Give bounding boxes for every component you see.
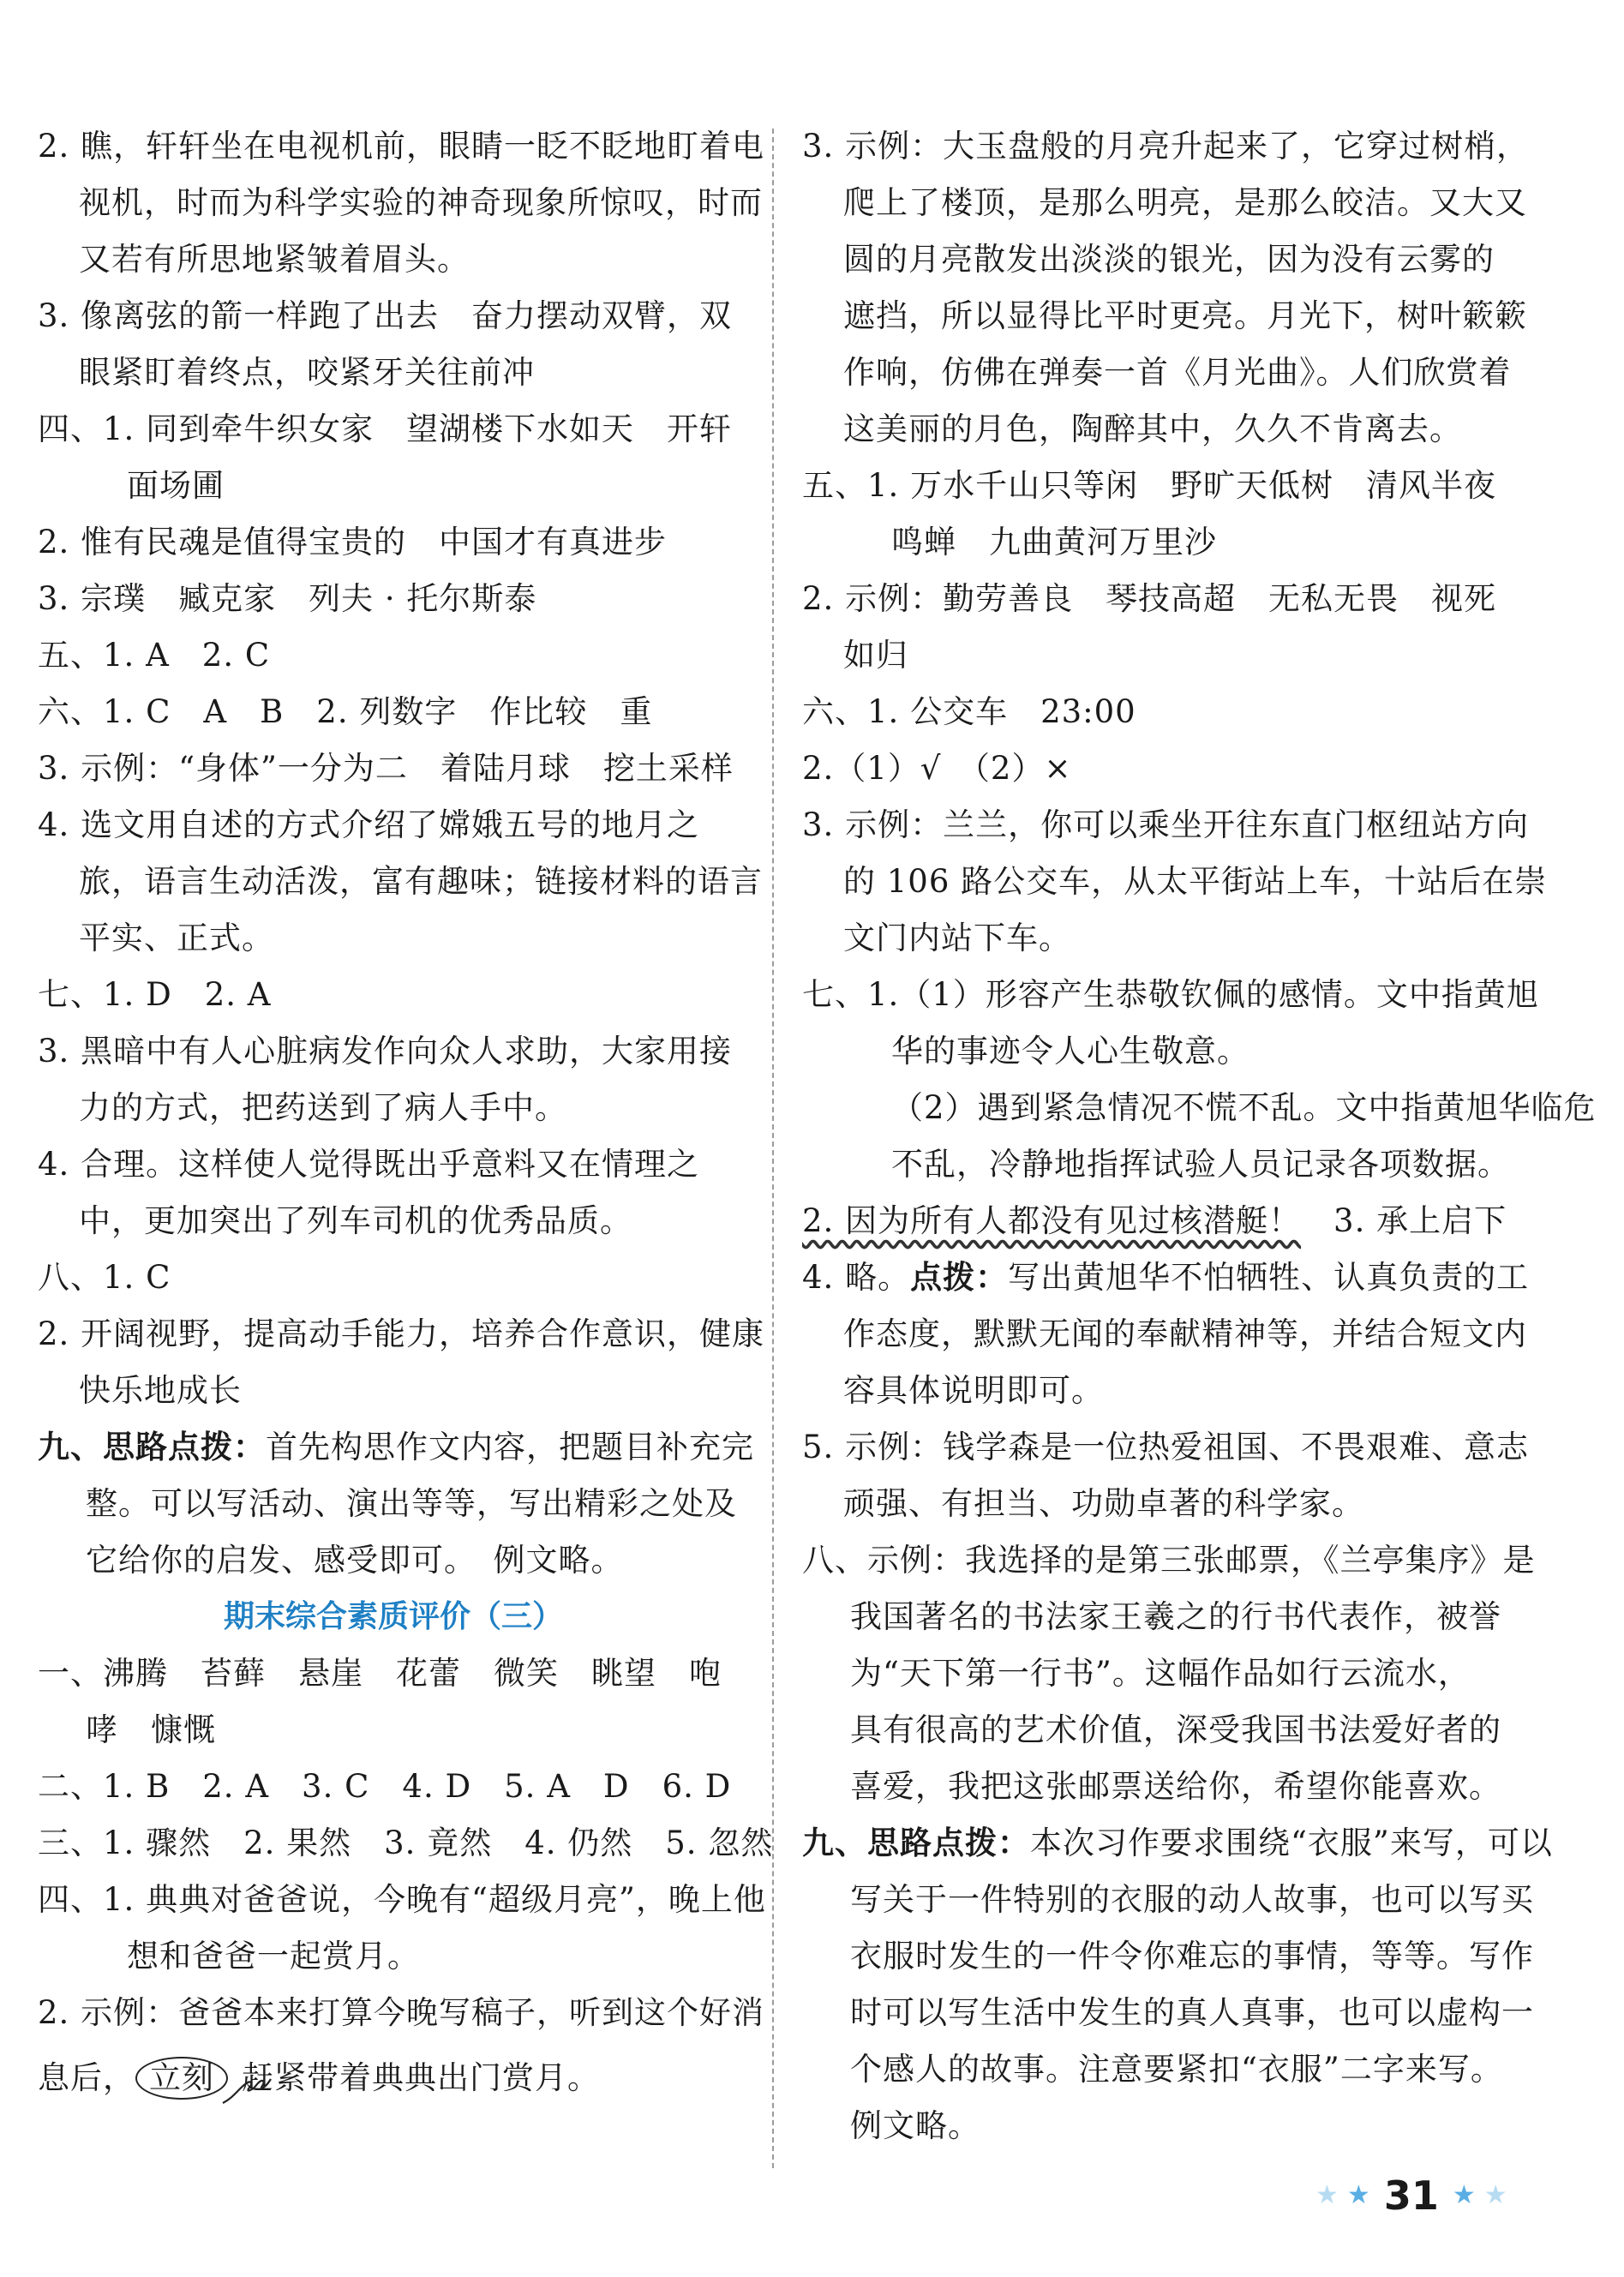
answer-line: 这美丽的月色，陶醉其中，久久不肯离去。 [843,410,1462,447]
answer-line: 快乐地成长 [79,1372,242,1409]
answer-line: 六、1. 公交车 23:00 [802,693,1136,730]
answer-prefix: 4. 略。 [802,1259,911,1296]
answer-line: 2. 开阔视野，提高动手能力，培养合作意识，健康 [38,1315,765,1352]
tip-lines [802,1872,1534,2154]
answer-line: 圆的月亮散发出淡淡的银光，因为没有云雾的 [843,241,1495,278]
answer-line: 遮挡，所以显得比平时更亮。月光下，树叶簌簌 [843,297,1527,334]
circled-word: 立刻 [135,2057,228,2100]
tip-label: 点拨： [910,1259,1009,1296]
answer-line: 3. 示例：大玉盘般的月亮升起来了，它穿过树梢， [802,128,1530,165]
answer-line: 八、示例：我选择的是第三张邮票，《兰亭集序》是 [802,1542,1536,1579]
answer-lines-block-1 [38,118,765,1419]
answer-line: 5. 示例：钱学森是一位热爱祖国、不畏艰难、意志 [802,1429,1530,1465]
star-icon: ★ [1346,2180,1370,2210]
answer-line-last-left [38,2050,749,2106]
answer-line-q4 [802,1249,1530,1306]
answer-line: 写关于一件特别的衣服的动人故事，也可以写买 [850,1881,1534,1918]
answer-line: 2. 示例：爸爸本来打算今晚写稿子，听到这个好消 [38,1994,765,2031]
answer-line: 4. 选文用自述的方式介绍了嫦娥五号的地月之 [38,806,700,843]
answer-line-nine-right [802,1815,1553,1872]
answer-line: 2.（1）√ （2）× [802,750,1072,787]
answer-line: 4. 合理。这样使人觉得既出乎意料又在情理之 [38,1146,700,1183]
section-title: 期末综合素质评价（三） [223,1599,563,1634]
tip-label: 九、思路点拨： [38,1429,266,1465]
answer-line: 又若有所思地紧皱着眉头。 [79,241,470,278]
answer-line: 平实、正式。 [79,920,274,956]
answer-line-nine-left [38,1419,754,1476]
tip-lines [38,1476,749,1589]
answer-line-q2 [802,1193,1513,1249]
left-column [38,118,774,2106]
answer-line: 旅，语言生动活泼，富有趣味；链接材料的语言 [79,863,763,900]
answer-line: 爬上了楼顶，是那么明亮，是那么皎洁。又大又 [843,184,1527,221]
answer-line: 中，更加突出了列车司机的优秀品质。 [79,1202,632,1239]
answer-line: 一、沸腾 苔藓 悬崖 花蕾 微笑 眺望 咆 [38,1655,722,1692]
answer-line: 2. 瞧，轩轩坐在电视机前，眼睛一眨不眨地盯着电 [38,128,765,165]
answer-line: 时可以写生活中发生的真人真事，也可以虚构一 [850,1994,1534,2031]
answer-line: 哮 慷慨 [86,1711,216,1748]
answer-line: 五、1. A 2. C [38,637,271,674]
answer-line: 喜爱，我把这张邮票送给你，希望你能喜欢。 [850,1768,1501,1805]
answer-line: 力的方式，把药送到了病人手中。 [79,1089,567,1126]
answer-lines-block-4 [802,1419,1536,1815]
answer-line: 眼紧盯着终点，咬紧牙关往前冲 [79,354,535,391]
column-divider [772,129,774,2168]
answer-line: 不乱，冷静地指挥试验人员记录各项数据。 [891,1146,1510,1183]
page-number: 31 [1383,2172,1439,2219]
answer-line: 二、1. B 2. A 3. C 4. D 5. A D 6. D [38,1768,732,1805]
answer-lines-block-2 [38,1645,774,2041]
wavy-underlined-answer: 2. 因为所有人都没有见过核潜艇！ [802,1202,1302,1239]
answer-line: 华的事迹令人心生敬意。 [891,1033,1249,1070]
answer-line: 七、1.（1）形容产生恭敬钦佩的感情。文中指黄旭 [802,976,1539,1013]
tip-label: 九、思路点拨： [802,1825,1030,1861]
answer-line: 3. 黑暗中有人心脏病发作向众人求助，大家用接 [38,1033,733,1070]
answer-line: 文门内站下车。 [843,920,1071,956]
answer-line: 衣服时发生的一件令你难忘的事情，等等。写作 [850,1938,1534,1974]
answer-line: 想和爸爸一起赏月。 [127,1938,420,1974]
answer-line: 例文略。 [850,2107,980,2144]
answer-line: 3. 像离弦的箭一样跑了出去 奋力摆动双臂，双 [38,297,733,334]
answer-line: 三、1. 骤然 2. 果然 3. 竟然 4. 仍然 5. 忽然 [38,1825,774,1861]
answer-line: （2）遇到紧急情况不慌不乱。文中指黄旭华临危 [891,1089,1597,1126]
star-icon: ★ [1315,2180,1339,2210]
answer-line: 视机，时而为科学实验的神奇现象所惊叹，时而 [79,184,763,221]
answer-line: 如归 [843,637,908,674]
answer-line: 作响，仿佛在弹奏一首《月光曲》。人们欣赏着 [843,354,1512,391]
star-icon: ★ [1452,2180,1476,2210]
tip-text: 写出黄旭华不怕牺牲、认真负责的工 [1008,1259,1530,1296]
answer-line: 四、1. 典典对爸爸说，今晚有“超级月亮”，晚上他 [38,1881,766,1918]
answer-line: 四、1. 同到牵牛织女家 望湖楼下水如天 开轩 [38,410,733,447]
annotation-loop-mark [221,2072,273,2106]
right-column [802,118,1597,2154]
answer-line: 容具体说明即可。 [843,1372,1104,1409]
answer-line: 2. 示例：勤劳善良 琴技高超 无私无畏 视死 [802,580,1497,617]
answer-line: 整。可以写活动、演出等等，写出精彩之处及 [86,1485,737,1522]
answer-lines-block-3 [802,118,1597,1193]
answer-line: 的 106 路公交车，从太平街站上车，十站后在崇 [843,863,1548,900]
answer-rest: 3. 承上启下 [1301,1202,1507,1239]
answer-line: 面场圃 [127,467,225,504]
answer-line: 八、1. C [38,1259,171,1296]
answer-line: 它给你的启发、感受即可。 例文略。 [86,1542,624,1579]
answer-line: 具有很高的艺术价值，深受我国书法爱好者的 [850,1711,1501,1748]
answer-line: 作态度，默默无闻的奉献精神等，并结合短文内 [843,1315,1527,1352]
answer-line: 3. 宗璞 臧克家 列夫 · 托尔斯泰 [38,580,537,617]
answer-line: 七、1. D 2. A [38,976,272,1013]
answer-line: 我国著名的书法家王羲之的行书代表作，被誉 [850,1598,1501,1635]
page-number-badge [1315,2170,1507,2221]
answer-line: 个感人的故事。注意要紧扣“衣服”二字来写。 [850,2051,1503,2088]
answer-line: 2. 惟有民魂是值得宝贵的 中国才有真进步 [38,524,668,560]
answer-line: 3. 示例：兰兰，你可以乘坐开往东直门枢纽站方向 [802,806,1530,843]
star-icon: ★ [1483,2180,1507,2210]
answer-line: 六、1. C A B 2. 列数字 作比较 重 [38,693,653,730]
text-after: 赶紧带着典典出门赏月。 [242,2059,600,2096]
answer-line: 鸣蝉 九曲黄河万里沙 [891,524,1217,560]
tip-text: 首先构思作文内容，把题目补充完 [266,1429,754,1465]
text-before: 息后， [38,2059,135,2096]
answer-line: 顽强、有担当、功勋卓著的科学家。 [843,1485,1364,1522]
tip-text: 本次习作要求围绕“衣服”来写，可以 [1030,1825,1553,1861]
answer-line: 为“天下第一行书”。这幅作品如行云流水， [850,1655,1471,1692]
tip-lines [802,1306,1527,1419]
answer-line: 3. 示例：“身体”一分为二 着陆月球 挖土采样 [38,750,734,787]
answer-line: 五、1. 万水千山只等闲 野旷天低树 清风半夜 [802,467,1497,504]
